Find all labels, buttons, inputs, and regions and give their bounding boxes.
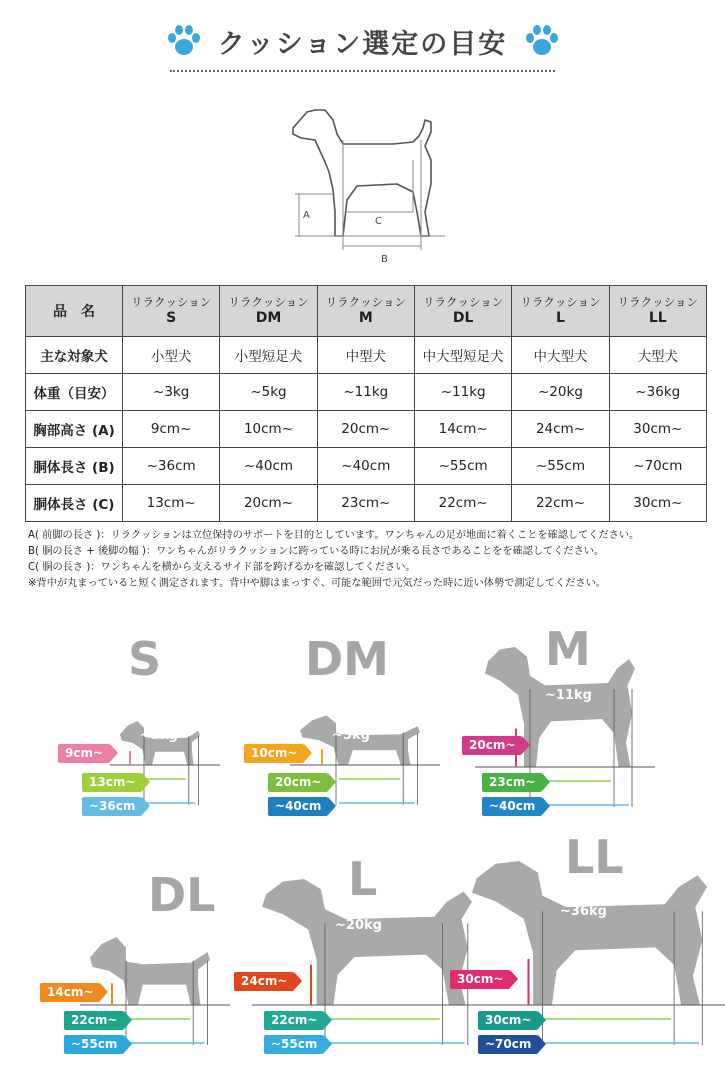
- label-c: C: [375, 216, 382, 227]
- measure-tag-c: 30cm~: [478, 1011, 538, 1030]
- measure-tag-b: ~40cm: [268, 797, 328, 816]
- measure-tag-c: 22cm~: [64, 1011, 124, 1030]
- product-header: リラクッション DL: [414, 286, 511, 337]
- measure-tag-a: 9cm~: [58, 744, 110, 763]
- weight-label: ~5kg: [332, 728, 370, 743]
- weight-label: ~11kg: [545, 688, 592, 703]
- measure-tag-a: 10cm~: [244, 744, 304, 763]
- note-line: A( 前脚の長さ )：リラクッションは立位保持のサポートを目的としています。ワンちゃんの足が地面に着くことを確認してください。: [28, 530, 640, 541]
- table-corner: 品 名: [26, 286, 123, 337]
- table-row: 主な対象犬 小型犬 小型短足犬 中型犬 中大型短足犬 中大型犬 大型犬: [26, 337, 707, 374]
- product-header: リラクッション M: [317, 286, 414, 337]
- measure-tag-a: 24cm~: [234, 972, 294, 991]
- label-b: B: [381, 254, 388, 265]
- size-label: LL: [565, 830, 624, 884]
- weight-label: ~3kg: [140, 728, 178, 743]
- size-label: DM: [305, 632, 389, 686]
- table-row: 胸部高さ (A) 9cm~ 10cm~ 20cm~ 14cm~ 24cm~ 30cm~: [26, 411, 707, 448]
- weight-label: ~11kg: [130, 948, 177, 963]
- measure-tag-a: 20cm~: [462, 736, 522, 755]
- weight-label: ~20kg: [335, 918, 382, 933]
- page-title: クッション選定の目安: [217, 29, 508, 60]
- measure-tag-c: 13cm~: [82, 773, 142, 792]
- measure-tag-a: 30cm~: [450, 970, 510, 989]
- table-row: 胴体長さ (B) ~36cm ~40cm ~40cm ~55cm ~55cm ~70cm: [26, 448, 707, 485]
- size-label: M: [545, 622, 591, 676]
- note-line: C( 胴の長さ )：ワンちゃんを横から支えるサイド部を跨げるかを確認してください。: [28, 562, 416, 573]
- measure-tag-b: ~55cm: [264, 1035, 324, 1054]
- product-header: リラクッション S: [123, 286, 220, 337]
- measure-tag-c: 20cm~: [268, 773, 328, 792]
- size-label: L: [348, 852, 378, 906]
- table-row: 体重（目安） ~3kg ~5kg ~11kg ~11kg ~20kg ~36kg: [26, 374, 707, 411]
- measure-tag-c: 23cm~: [482, 773, 542, 792]
- weight-label: ~36kg: [560, 904, 607, 919]
- product-header: リラクッション L: [512, 286, 609, 337]
- note-line: B( 胴の長さ + 後脚の幅 )：ワンちゃんがリラクッションに跨っている時にお尻が乗る長さであることをを確認してください。: [28, 546, 605, 557]
- measure-tag-b: ~36cm: [82, 797, 142, 816]
- measure-tag-b: ~40cm: [482, 797, 542, 816]
- product-header: リラクッション DM: [220, 286, 317, 337]
- note-line: ※背中が丸まっていると短く測定されます。背中や脚はまっすぐ、可能な範囲で元気だった時に近い体勢で測定してください。: [28, 578, 607, 589]
- table-row: 胴体長さ (C) 13cm~ 20cm~ 23cm~ 22cm~ 22cm~ 30cm~: [26, 485, 707, 522]
- measure-tag-b: ~70cm: [478, 1035, 538, 1054]
- size-label: S: [128, 632, 162, 686]
- measure-tag-a: 14cm~: [40, 983, 100, 1002]
- label-a: A: [303, 210, 310, 221]
- size-label: DL: [148, 868, 216, 922]
- product-header: リラクッション LL: [609, 286, 706, 337]
- measure-tag-b: ~55cm: [64, 1035, 124, 1054]
- measure-tag-c: 22cm~: [264, 1011, 324, 1030]
